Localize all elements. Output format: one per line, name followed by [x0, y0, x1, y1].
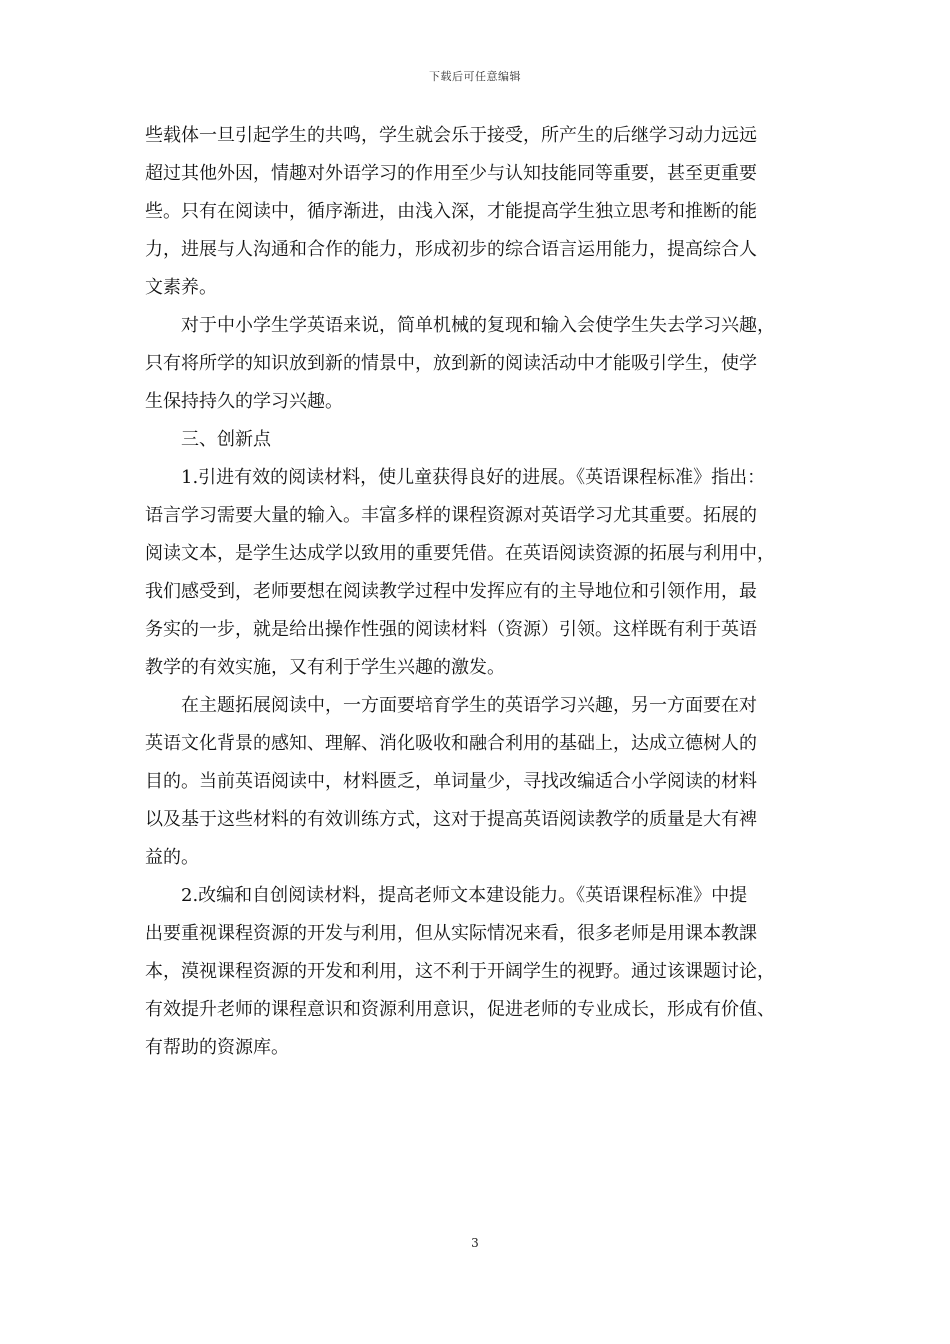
- text-line: 益的。: [145, 847, 199, 868]
- document-body: [145, 117, 805, 1067]
- text-line: 生保持持久的学习兴趣。: [145, 391, 343, 412]
- text-line: 有帮助的资源库。: [145, 1037, 289, 1058]
- text-line: 英语文化背景的感知、理解、消化吸收和融合利用的基础上，达成立德树人的: [145, 733, 757, 754]
- section-heading-innovations: [145, 421, 805, 459]
- paragraph-2: [145, 307, 805, 421]
- text-line: 1.引进有效的阅读材料，使儿童获得良好的进展。《英语课程标准》指出：: [181, 467, 766, 488]
- paragraph-theme-reading: [145, 687, 805, 877]
- text-line: 以及基于这些材料的有效训练方式，这对于提高英语阅读教学的质量是大有裨: [145, 809, 757, 830]
- text-line: 些载体一旦引起学生的共鸣，学生就会乐于接受，所产生的后继学习动力远远: [145, 125, 757, 146]
- page-number: 3: [471, 1236, 479, 1250]
- text-line: 语言学习需要大量的输入。丰富多样的课程资源对英语学习尤其重要。拓展的: [145, 505, 757, 526]
- page-header: 下载后可任意编辑: [429, 70, 521, 83]
- text-line: 只有将所学的知识放到新的情景中，放到新的阅读活动中才能吸引学生，使学: [145, 353, 757, 374]
- text-line: 文素养。: [145, 277, 217, 298]
- text-line: 本，漠视课程资源的开发和利用，这不利于开阔学生的视野。通过该课题讨论，: [145, 961, 775, 982]
- text-line: 目的。当前英语阅读中，材料匮乏，单词量少，寻找改编适合小学阅读的材料: [145, 771, 757, 792]
- paragraph-point-2: [145, 877, 805, 1067]
- text-line: 些。只有在阅读中，循序渐进，由浅入深，才能提高学生独立思考和推断的能: [145, 201, 757, 222]
- paragraph-point-1: [145, 459, 805, 687]
- text-line: 对于中小学生学英语来说，简单机械的复现和输入会使学生失去学习兴趣，: [181, 315, 775, 336]
- text-line: 教学的有效实施，又有利于学生兴趣的激发。: [145, 657, 505, 678]
- text-line: 有效提升老师的课程意识和资源利用意识，促进老师的专业成长，形成有价值、: [145, 999, 775, 1020]
- text-line: 阅读文本，是学生达成学以致用的重要凭借。在英语阅读资源的拓展与利用中，: [145, 543, 775, 564]
- paragraph-1: [145, 117, 805, 307]
- text-line: 力，进展与人沟通和合作的能力，形成初步的综合语言运用能力，提高综合人: [145, 239, 757, 260]
- text-line: 务实的一步，就是给出操作性强的阅读材料（资源）引领。这样既有利于英语: [145, 619, 757, 640]
- section-heading: 三、创新点: [181, 429, 271, 450]
- text-line: 出要重视课程资源的开发与利用，但从实际情况来看，很多老师是用课本教課: [145, 923, 757, 944]
- text-line: 我们感受到，老师要想在阅读教学过程中发挥应有的主导地位和引领作用，最: [145, 581, 757, 602]
- text-line: 2.改编和自创阅读材料，提高老师文本建设能力。《英语课程标准》中提: [181, 885, 748, 906]
- text-line: 超过其他外因，情趣对外语学习的作用至少与认知技能同等重要，甚至更重要: [145, 163, 757, 184]
- text-line: 在主题拓展阅读中，一方面要培育学生的英语学习兴趣，另一方面要在对: [181, 695, 757, 716]
